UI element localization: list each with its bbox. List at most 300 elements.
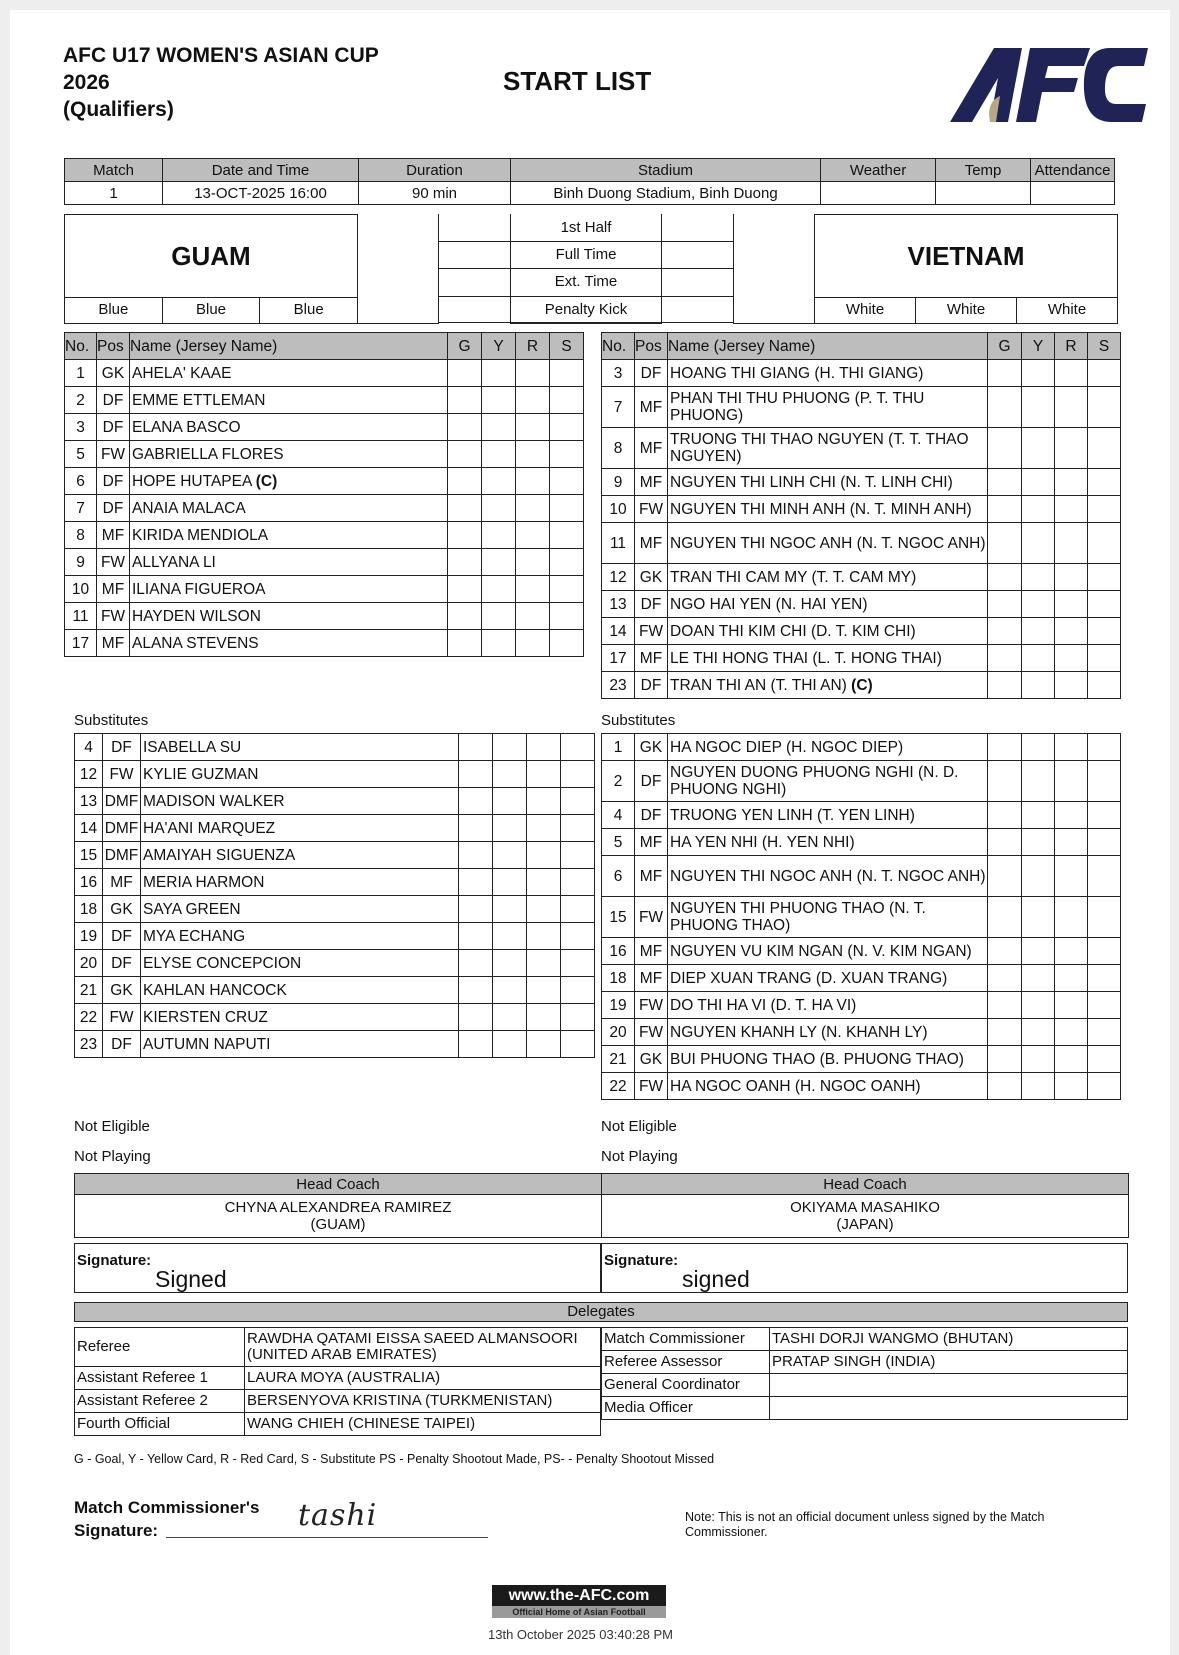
col-red: R (1055, 333, 1088, 360)
match-attendance (1031, 182, 1115, 205)
player-row (602, 761, 1121, 802)
substitute-cell (550, 495, 584, 522)
player-position: DF (97, 495, 130, 522)
player-position: DF (635, 672, 668, 699)
afc-logo (950, 40, 1150, 128)
player-name-cell (130, 468, 448, 495)
red-card-cell (527, 950, 561, 977)
mc-signature-label-line1: Match Commissioner's (74, 1498, 260, 1517)
yellow-card-cell (1022, 856, 1055, 897)
away-kit-shorts: White (916, 298, 1017, 323)
substitute-cell (1088, 564, 1121, 591)
home-kit-socks: Blue (293, 301, 324, 318)
yellow-card-cell (493, 761, 527, 788)
substitute-cell (550, 630, 584, 657)
goal-cell (988, 496, 1022, 523)
delegate-role: Referee Assessor (602, 1351, 770, 1374)
player-position: DMF (103, 815, 141, 842)
player-name-cell (141, 977, 459, 1004)
player-row (602, 618, 1121, 645)
player-number: 10 (65, 576, 97, 603)
red-card-cell (1055, 802, 1088, 829)
player-name: BUI PHUONG THAO (B. PHUONG THAO) (670, 1050, 964, 1068)
mc-handwritten-signature: tashi (298, 1498, 378, 1533)
goal-cell (448, 495, 482, 522)
substitute-cell (1088, 761, 1121, 802)
goal-cell (448, 522, 482, 549)
red-card-cell (516, 549, 550, 576)
yellow-card-cell (493, 896, 527, 923)
player-number: 3 (65, 414, 97, 441)
away-coach-country: (JAPAN) (836, 1216, 894, 1233)
away-signature-box (601, 1243, 1128, 1293)
substitute-cell (1088, 1046, 1121, 1073)
substitute-cell (1088, 802, 1121, 829)
player-number: 10 (602, 496, 635, 523)
player-row (75, 815, 595, 842)
player-name-cell (668, 469, 988, 496)
red-card-cell (1055, 469, 1088, 496)
delegate-role: Assistant Referee 2 (75, 1390, 245, 1413)
player-name-cell (141, 1031, 459, 1058)
home-coach-header: Head Coach (75, 1174, 602, 1195)
player-position: FW (635, 992, 668, 1019)
player-name: NGUYEN THI NGOC ANH (N. T. NGOC ANH) (670, 867, 986, 885)
goal-cell (459, 1031, 493, 1058)
red-card-cell (1055, 1019, 1088, 1046)
goal-cell (448, 630, 482, 657)
home-team-box (64, 214, 358, 298)
home-kit-row (64, 298, 358, 324)
red-card-cell (1055, 428, 1088, 469)
player-position: DF (635, 591, 668, 618)
player-name-cell (668, 802, 988, 829)
player-name-cell (668, 1073, 988, 1100)
substitute-cell (1088, 1073, 1121, 1100)
red-card-cell (516, 387, 550, 414)
yellow-card-cell (493, 869, 527, 896)
player-name: KIERSTEN CRUZ (143, 1008, 268, 1026)
player-number: 22 (75, 1004, 103, 1031)
yellow-card-cell (1022, 672, 1055, 699)
red-card-cell (1055, 591, 1088, 618)
player-number: 23 (602, 672, 635, 699)
yellow-card-cell (1022, 829, 1055, 856)
player-name-cell (668, 387, 988, 428)
afc-website-url[interactable]: www.the-AFC.com (508, 1587, 650, 1604)
red-card-cell (1055, 387, 1088, 428)
yellow-card-cell (493, 1004, 527, 1031)
player-position: DF (97, 387, 130, 414)
substitute-cell (561, 842, 595, 869)
substitute-cell (561, 761, 595, 788)
away-team-name: VIETNAM (907, 240, 1025, 271)
player-number: 13 (75, 788, 103, 815)
red-card-cell (516, 576, 550, 603)
player-name-cell (130, 630, 448, 657)
red-card-cell (1055, 564, 1088, 591)
player-name-cell (668, 829, 988, 856)
goal-cell (459, 842, 493, 869)
yellow-card-cell (482, 576, 516, 603)
player-number: 1 (602, 734, 635, 761)
player-row (65, 576, 584, 603)
header-temp: Temp (936, 159, 1031, 182)
player-row (75, 734, 595, 761)
red-card-cell (1055, 829, 1088, 856)
col-sub: S (1088, 333, 1121, 360)
delegate-role: Media Officer (602, 1397, 770, 1420)
player-row (602, 428, 1121, 469)
player-row (602, 992, 1121, 1019)
substitute-cell (1088, 618, 1121, 645)
player-row (65, 387, 584, 414)
player-row (602, 965, 1121, 992)
player-name: HOPE HUTAPEA (132, 472, 252, 490)
player-name-cell (668, 523, 988, 564)
player-position: FW (635, 897, 668, 938)
player-position: GK (103, 977, 141, 1004)
player-row (75, 923, 595, 950)
home-coach-cell (75, 1195, 602, 1238)
goal-cell (988, 618, 1022, 645)
player-position: FW (635, 618, 668, 645)
player-number: 12 (602, 564, 635, 591)
player-number: 4 (75, 734, 103, 761)
delegate-role: Fourth Official (75, 1413, 245, 1436)
away-kit-shirt: White (815, 298, 916, 323)
player-row (75, 977, 595, 1004)
player-name-cell (668, 734, 988, 761)
player-position: GK (97, 360, 130, 387)
substitute-cell (550, 576, 584, 603)
player-position: DMF (103, 842, 141, 869)
substitute-cell (550, 549, 584, 576)
player-position: FW (635, 496, 668, 523)
player-number: 21 (602, 1046, 635, 1073)
mc-signature-label (74, 1496, 259, 1542)
player-row (602, 387, 1121, 428)
away-substitutes-label: Substitutes (601, 712, 676, 729)
away-score-area (734, 214, 814, 324)
player-name: KAHLAN HANCOCK (143, 981, 287, 999)
home-signature-label: Signature: (77, 1252, 152, 1269)
yellow-card-cell (1022, 734, 1055, 761)
captain-badge: (C) (851, 676, 873, 694)
red-card-cell (527, 815, 561, 842)
player-number: 6 (602, 856, 635, 897)
yellow-card-cell (482, 468, 516, 495)
player-row (75, 761, 595, 788)
player-number: 1 (65, 360, 97, 387)
goal-cell (988, 802, 1022, 829)
competition-title-line2: 2026 (63, 71, 110, 94)
player-row (75, 1031, 595, 1058)
player-position: GK (635, 564, 668, 591)
yellow-card-cell (1022, 802, 1055, 829)
home-kit-shirt: Blue (65, 298, 163, 323)
player-name-cell (130, 549, 448, 576)
player-number: 19 (602, 992, 635, 1019)
home-score-area (358, 214, 438, 324)
home-substitutes-table (74, 733, 595, 1058)
player-name: TRUONG THI THAO NGUYEN (T. T. THAO NGUYEN) (670, 431, 969, 465)
delegate-name: WANG CHIEH (CHINESE TAIPEI) (245, 1413, 601, 1436)
yellow-card-cell (1022, 761, 1055, 802)
header-attendance: Attendance (1031, 159, 1115, 182)
home-not-eligible-label: Not Eligible (74, 1118, 150, 1135)
goal-cell (988, 672, 1022, 699)
goal-cell (459, 896, 493, 923)
match-weather (821, 182, 936, 205)
player-position: DF (103, 734, 141, 761)
player-number: 9 (65, 549, 97, 576)
red-card-cell (1055, 938, 1088, 965)
goal-cell (988, 734, 1022, 761)
goal-cell (448, 360, 482, 387)
player-name: NGUYEN VU KIM NGAN (N. V. KIM NGAN) (670, 942, 972, 960)
player-name: HA'ANI MARQUEZ (143, 819, 276, 837)
player-row (602, 802, 1121, 829)
afc-website-banner[interactable] (492, 1585, 666, 1618)
player-row (65, 549, 584, 576)
header-match: Match (65, 159, 163, 182)
red-card-cell (1055, 360, 1088, 387)
legend-text: G - Goal, Y - Yellow Card, R - Red Card, S - Substitute PS - Penalty Shootout Made, PS- - Penalty Shootout Missed (74, 1452, 715, 1466)
substitute-cell (550, 603, 584, 630)
goal-cell (459, 734, 493, 761)
player-name: AMAIYAH SIGUENZA (143, 846, 296, 864)
yellow-card-cell (1022, 1073, 1055, 1100)
red-card-cell (527, 923, 561, 950)
player-position: GK (635, 1046, 668, 1073)
goal-cell (988, 1019, 1022, 1046)
player-name-cell (130, 414, 448, 441)
home-coach-country: (GUAM) (310, 1216, 366, 1233)
player-position: DF (103, 1031, 141, 1058)
substitute-cell (1088, 856, 1121, 897)
red-card-cell (1055, 618, 1088, 645)
yellow-card-cell (482, 441, 516, 468)
player-row (75, 869, 595, 896)
player-number: 19 (75, 923, 103, 950)
player-number: 18 (602, 965, 635, 992)
yellow-card-cell (1022, 645, 1055, 672)
substitute-cell (561, 734, 595, 761)
player-name-cell (668, 965, 988, 992)
player-name-cell (668, 496, 988, 523)
yellow-card-cell (1022, 360, 1055, 387)
player-row (602, 856, 1121, 897)
col-goal: G (988, 333, 1022, 360)
red-card-cell (527, 761, 561, 788)
player-number: 20 (75, 950, 103, 977)
away-coach-cell (602, 1195, 1129, 1238)
player-number: 16 (602, 938, 635, 965)
player-name: ILIANA FIGUEROA (132, 580, 266, 598)
red-card-cell (516, 414, 550, 441)
away-substitutes-table (601, 733, 1121, 1100)
goal-cell (988, 992, 1022, 1019)
substitute-cell (561, 815, 595, 842)
yellow-card-cell (1022, 938, 1055, 965)
player-position: FW (97, 441, 130, 468)
yellow-card-cell (1022, 469, 1055, 496)
player-name: NGUYEN THI NGOC ANH (N. T. NGOC ANH) (670, 534, 986, 552)
goal-cell (459, 761, 493, 788)
afc-website-tagline: Official Home of Asian Football (492, 1606, 666, 1618)
goal-cell (459, 977, 493, 1004)
yellow-card-cell (1022, 564, 1055, 591)
player-name-cell (141, 761, 459, 788)
substitute-cell (550, 468, 584, 495)
delegate-name: LAURA MOYA (AUSTRALIA) (245, 1367, 601, 1390)
player-name: HA YEN NHI (H. YEN NHI) (670, 833, 855, 851)
red-card-cell (516, 630, 550, 657)
player-number: 7 (602, 387, 635, 428)
player-position: FW (97, 603, 130, 630)
player-name-cell (668, 856, 988, 897)
col-goal: G (448, 333, 482, 360)
player-position: DF (635, 761, 668, 802)
delegate-name: RAWDHA QATAMI EISSA SAEED ALMANSOORI (UNITED ARAB EMIRATES) (245, 1328, 601, 1367)
yellow-card-cell (1022, 387, 1055, 428)
delegate-role: Referee (75, 1328, 245, 1367)
player-name-cell (130, 387, 448, 414)
yellow-card-cell (493, 842, 527, 869)
substitute-cell (1088, 672, 1121, 699)
player-row (602, 1046, 1121, 1073)
match-stadium: Binh Duong Stadium, Binh Duong (511, 182, 821, 205)
player-row (602, 938, 1121, 965)
goal-cell (988, 761, 1022, 802)
player-row (75, 896, 595, 923)
home-kit-shorts: Blue (163, 298, 261, 323)
player-row (65, 468, 584, 495)
player-number: 14 (602, 618, 635, 645)
player-name-cell (668, 428, 988, 469)
player-row (75, 842, 595, 869)
player-name: DIEP XUAN TRANG (D. XUAN TRANG) (670, 969, 948, 987)
red-card-cell (1055, 1046, 1088, 1073)
away-not-eligible-label: Not Eligible (601, 1118, 677, 1135)
delegate-role: Assistant Referee 1 (75, 1367, 245, 1390)
player-position: DF (103, 950, 141, 977)
player-number: 15 (75, 842, 103, 869)
player-position: MF (635, 829, 668, 856)
goal-cell (448, 441, 482, 468)
afc-logo-c (1084, 48, 1148, 122)
player-number: 23 (75, 1031, 103, 1058)
substitute-cell (1088, 469, 1121, 496)
red-card-cell (1055, 734, 1088, 761)
player-position: MF (103, 869, 141, 896)
player-number: 7 (65, 495, 97, 522)
red-card-cell (516, 360, 550, 387)
substitute-cell (1088, 591, 1121, 618)
player-position: DF (103, 923, 141, 950)
player-row (65, 603, 584, 630)
player-name: NGUYEN THI LINH CHI (N. T. LINH CHI) (670, 473, 953, 491)
player-number: 15 (602, 897, 635, 938)
substitute-cell (1088, 428, 1121, 469)
col-red: R (516, 333, 550, 360)
col-no: No. (65, 333, 97, 360)
substitute-cell (550, 414, 584, 441)
player-number: 13 (602, 591, 635, 618)
substitute-cell (550, 441, 584, 468)
goal-cell (988, 856, 1022, 897)
player-number: 5 (65, 441, 97, 468)
yellow-card-cell (493, 734, 527, 761)
player-number: 16 (75, 869, 103, 896)
player-name-cell (141, 869, 459, 896)
player-row (602, 672, 1121, 699)
red-card-cell (1055, 496, 1088, 523)
home-not-playing-label: Not Playing (74, 1148, 151, 1165)
player-number: 17 (65, 630, 97, 657)
delegate-name: BERSENYOVA KRISTINA (TURKMENISTAN) (245, 1390, 601, 1413)
mc-signature-label-line2: Signature: (74, 1521, 159, 1540)
player-name: NGUYEN DUONG PHUONG NGHI (N. D. PHUONG NGHI) (670, 764, 959, 798)
player-name: MERIA HARMON (143, 873, 265, 891)
home-team-name: GUAM (171, 240, 251, 271)
document-title: START LIST (503, 66, 652, 96)
red-card-cell (527, 842, 561, 869)
match-temp (936, 182, 1031, 205)
red-card-cell (516, 603, 550, 630)
goal-cell (988, 591, 1022, 618)
player-row (75, 788, 595, 815)
substitute-cell (561, 950, 595, 977)
player-name: NGUYEN THI PHUONG THAO (N. T. PHUONG THAO) (670, 900, 926, 934)
player-name: HAYDEN WILSON (132, 607, 261, 625)
goal-cell (988, 645, 1022, 672)
yellow-card-cell (482, 414, 516, 441)
header-date-time: Date and Time (163, 159, 359, 182)
away-coach-header: Head Coach (602, 1174, 1129, 1195)
player-name: ANAIA MALACA (132, 499, 246, 517)
player-row (65, 630, 584, 657)
goal-cell (988, 428, 1022, 469)
red-card-cell (527, 1004, 561, 1031)
player-position: FW (635, 1073, 668, 1100)
teams-block (64, 214, 1118, 326)
player-number: 20 (602, 1019, 635, 1046)
player-name: KIRIDA MENDIOLA (132, 526, 269, 544)
competition-title (63, 42, 379, 123)
competition-title-line1: AFC U17 WOMEN'S ASIAN CUP (63, 44, 379, 67)
red-card-cell (1055, 523, 1088, 564)
period-1st-half: 1st Half (510, 214, 662, 242)
away-kit-socks: White (1047, 301, 1087, 318)
goal-cell (459, 815, 493, 842)
yellow-card-cell (1022, 1019, 1055, 1046)
player-row (65, 414, 584, 441)
player-position: FW (97, 549, 130, 576)
player-position: MF (635, 938, 668, 965)
yellow-card-cell (482, 630, 516, 657)
delegates-right-table (601, 1327, 1128, 1420)
substitute-cell (561, 869, 595, 896)
substitute-cell (550, 387, 584, 414)
goal-cell (988, 360, 1022, 387)
yellow-card-cell (493, 788, 527, 815)
player-position: FW (103, 1004, 141, 1031)
red-card-cell (1055, 672, 1088, 699)
delegates-header: Delegates (74, 1302, 1128, 1322)
player-name-cell (130, 576, 448, 603)
